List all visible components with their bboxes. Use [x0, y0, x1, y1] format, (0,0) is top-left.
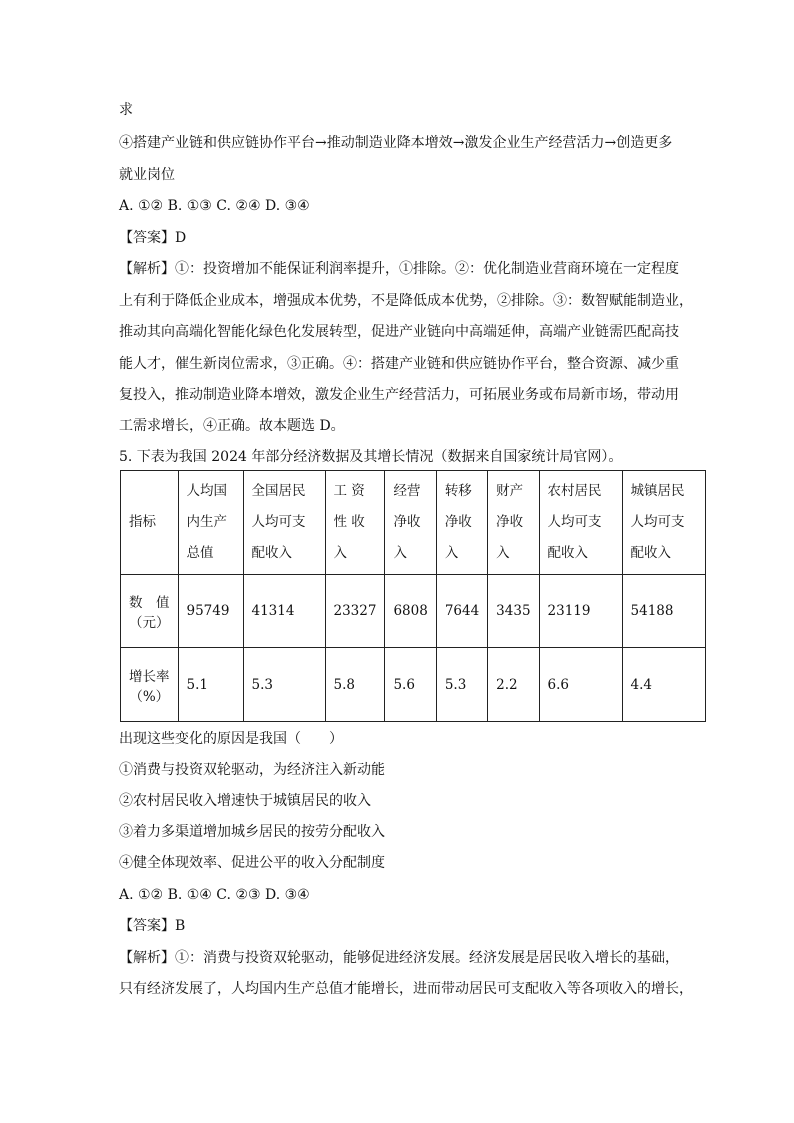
table-cell: 5.3 [436, 648, 487, 722]
text-line: 求 [119, 102, 133, 118]
table-cell: 7644 [436, 575, 487, 648]
header-cell: 财产 净收 入 [488, 471, 539, 575]
table-cell: 2.2 [488, 648, 539, 722]
table-cell: 5.1 [178, 648, 243, 722]
row-label: 数 值 （元） [121, 575, 179, 648]
table-row-growth [121, 648, 706, 722]
question-option-4: ④健全体现效率、促进公平的收入分配制度 [119, 855, 385, 871]
answer-label: 【答案】B [119, 918, 186, 934]
header-cell: 指标 [121, 471, 179, 575]
answer-label: 【答案】D [119, 230, 187, 246]
header-cell: 农村居民 人均可支 配收入 [539, 471, 622, 575]
text-line: 就业岗位 [119, 167, 175, 183]
analysis-line: 只有经济发展了，人均国内生产总值才能增长，进而带动居民可支配收入等各项收入的增长， [119, 981, 693, 997]
header-cell: 城镇居民 人均可支 配收入 [622, 471, 705, 575]
table-cell: 3435 [488, 575, 539, 648]
header-cell: 工 资 性 收 入 [325, 471, 385, 575]
table-cell: 54188 [622, 575, 705, 648]
table-cell: 6.6 [539, 648, 622, 722]
row-label: 增长率 （%） [121, 648, 179, 722]
answer-choices: A. ①② B. ①④ C. ②③ D. ③④ [119, 887, 310, 903]
table-cell: 23327 [325, 575, 385, 648]
answer-choices: A. ①② B. ①③ C. ②④ D. ③④ [119, 198, 310, 214]
question-option-4: ④搭建产业链和供应链协作平台→推动制造业降本增效→激发企业生产经营活力→创造更多 [119, 135, 673, 151]
table-cell: 95749 [178, 575, 243, 648]
header-cell: 转移 净收 入 [436, 471, 487, 575]
header-cell: 全国居民 人均可支 配收入 [243, 471, 325, 575]
table-cell: 6808 [385, 575, 436, 648]
analysis-line: 【解析】①：消费与投资双轮驱动，能够促进经济发展。经济发展是居民收入增长的基础， [119, 950, 679, 966]
table-cell: 5.6 [385, 648, 436, 722]
analysis-line: 上有利于降低企业成本，增强成本优势，不是降低成本优势，②排除。③：数智赋能制造业， [119, 293, 693, 309]
question-option-3: ③着力多渠道增加城乡居民的按劳分配收入 [119, 824, 385, 840]
analysis-line: 工需求增长，④正确。故本题选 D。 [119, 418, 345, 434]
header-cell: 人均国 内生产 总值 [178, 471, 243, 575]
analysis-line: 【解析】①：投资增加不能保证利润率提升，①排除。②：优化制造业营商环境在一定程度 [119, 261, 679, 277]
analysis-line: 推动其向高端化智能化绿色化发展转型，促进产业链向中高端延伸，高端产业链需匹配高技 [119, 324, 679, 340]
table-cell: 23119 [539, 575, 622, 648]
table-header-row [121, 471, 706, 575]
question-5-stem: 5. 下表为我国 2024 年部分经济数据及其增长情况（数据来自国家统计局官网）。 [119, 449, 623, 465]
question-prompt: 出现这些变化的原因是我国（ ） [119, 731, 343, 747]
question-option-1: ①消费与投资双轮驱动，为经济注入新动能 [119, 762, 385, 778]
economic-data-table [120, 470, 706, 722]
table-cell: 4.4 [622, 648, 705, 722]
analysis-line: 能人才，催生新岗位需求，③正确。④：搭建产业链和供应链协作平台，整合资源、减少重 [119, 356, 679, 372]
analysis-line: 复投入，推动制造业降本增效，激发企业生产经营活力，可拓展业务或布局新市场，带动用 [119, 387, 679, 403]
table-cell: 5.8 [325, 648, 385, 722]
table-row-value [121, 575, 706, 648]
table-cell: 41314 [243, 575, 325, 648]
question-option-2: ②农村居民收入增速快于城镇居民的收入 [119, 793, 371, 809]
table-cell: 5.3 [243, 648, 325, 722]
header-cell: 经营 净收 入 [385, 471, 436, 575]
